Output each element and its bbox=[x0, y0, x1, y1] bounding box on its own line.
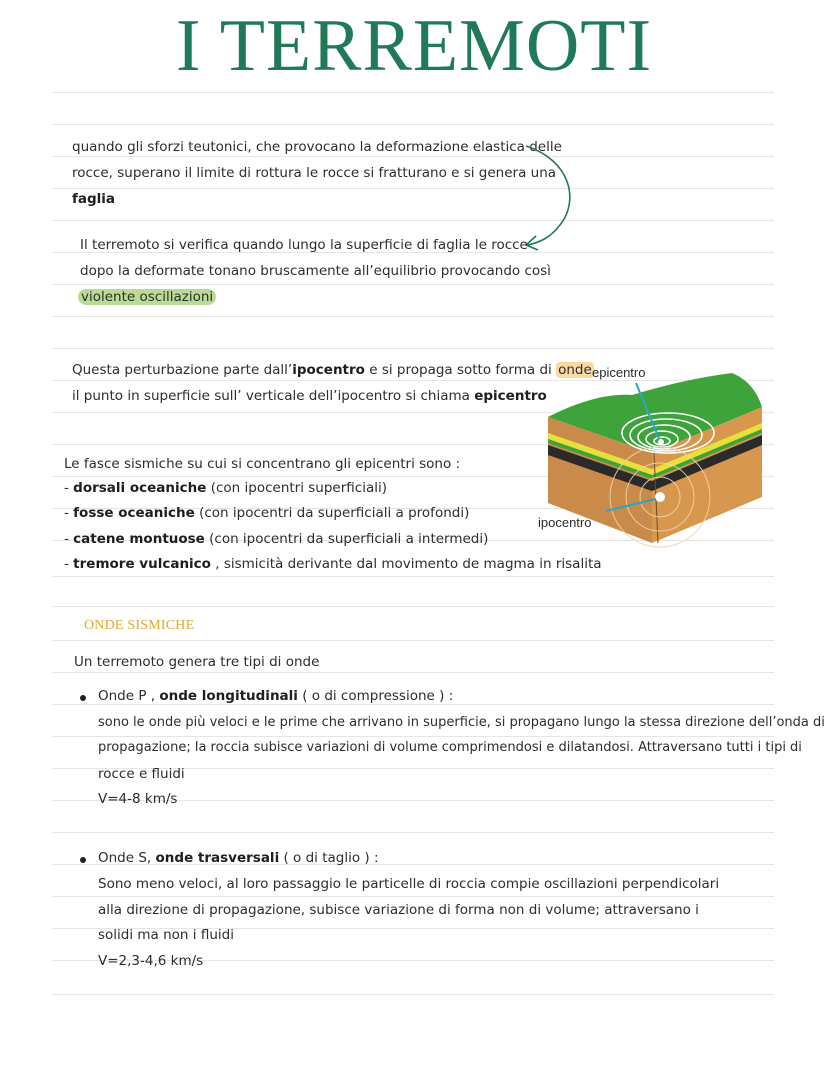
bullet-icon bbox=[80, 695, 86, 701]
label-epicentro: epicentro bbox=[592, 365, 646, 380]
zone-name: dorsali oceaniche bbox=[73, 480, 207, 496]
page-title: I TERREMOTI bbox=[175, 5, 653, 87]
propagation-text-c: il punto in superficie sull’ verticale dell’ipocentro si chiama bbox=[72, 388, 475, 404]
p-wave-line: sono le onde più veloci e le prime che arrivano in superficie, si propagano lungo la stessa direzione dell’onda di bbox=[98, 715, 825, 730]
p-wave-suffix: ( o di compressione ) : bbox=[297, 688, 454, 704]
s-wave-suffix: ( o di taglio ) : bbox=[279, 850, 379, 866]
zone-dash: - bbox=[64, 505, 74, 521]
s-wave-type: onde trasversali bbox=[155, 850, 280, 866]
zone-detail: (con ipocentri superficiali) bbox=[206, 480, 387, 496]
p-wave-speed: V=4-8 km/s bbox=[98, 791, 178, 807]
intro-line-1: quando gli sforzi teutonici, che provocano la deformazione elastica delle bbox=[72, 139, 562, 155]
s-wave-line: Sono meno veloci, al loro passaggio le particelle di roccia compie oscillazioni perpendicolari bbox=[98, 876, 720, 892]
term-epicentro: epicentro bbox=[474, 388, 547, 404]
p-wave-line: rocce e fluidi bbox=[98, 766, 185, 782]
p-wave-line: propagazione; la roccia subisce variazioni di volume comprimendosi e dilatandosi. Attraversano tutti i tipi di bbox=[98, 740, 802, 755]
term-ipocentro: ipocentro bbox=[292, 362, 365, 378]
zone-item bbox=[64, 478, 387, 498]
zone-name: tremore vulcanico bbox=[73, 556, 211, 572]
definition-highlight bbox=[78, 287, 216, 307]
definition-line-1: Il terremoto si verifica quando lungo la superficie di faglia le rocce bbox=[80, 237, 528, 253]
zone-item bbox=[64, 554, 602, 574]
definition-line-2: dopo la deformate tonano bruscamente all’equilibrio provocando così bbox=[80, 263, 551, 279]
zone-item bbox=[64, 529, 488, 549]
zone-detail: , sismicità derivante dal movimento de magma in risalita bbox=[210, 556, 602, 572]
earthquake-diagram bbox=[532, 355, 768, 550]
zones-intro: Le fasce sismiche su cui si concentrano gli epicentri sono : bbox=[64, 456, 461, 472]
p-wave-type: onde longitudinali bbox=[159, 688, 298, 704]
intro-term-faglia: faglia bbox=[72, 191, 116, 207]
hypocenter-dot bbox=[655, 492, 665, 502]
zone-dash: - bbox=[64, 480, 74, 496]
highlight-onde: onde bbox=[558, 362, 592, 378]
s-wave-line: solidi ma non i fluidi bbox=[98, 927, 234, 943]
s-wave-heading bbox=[98, 848, 379, 868]
zone-dash: - bbox=[64, 556, 74, 572]
highlight-violente-oscillazioni: violente oscillazioni bbox=[78, 289, 216, 305]
propagation-text-b: e si propaga sotto forma di bbox=[364, 362, 557, 378]
p-wave-prefix: Onde P , bbox=[98, 688, 160, 704]
s-wave-prefix: Onde S, bbox=[98, 850, 156, 866]
zone-name: catene montuose bbox=[73, 531, 205, 547]
intro-line-2: rocce, superano il limite di rottura le rocce si fratturano e si genera una bbox=[72, 165, 557, 181]
propagation-text-a: Questa perturbazione parte dall’ bbox=[72, 362, 293, 378]
zone-name: fosse oceaniche bbox=[73, 505, 195, 521]
label-ipocentro: ipocentro bbox=[538, 515, 592, 530]
p-wave-heading bbox=[98, 686, 453, 706]
s-wave-line: alla direzione di propagazione, subisce variazione di forma non di volume; attraversano i bbox=[98, 902, 699, 918]
zone-item bbox=[64, 503, 469, 523]
propagation-line-1 bbox=[72, 360, 594, 380]
section-heading-onde-sismiche: ONDE SISMICHE bbox=[84, 618, 195, 633]
zone-detail: (con ipocentri da superficiali a intermedi) bbox=[204, 531, 489, 547]
epicenter-dot bbox=[658, 439, 664, 445]
bullet-icon bbox=[80, 857, 86, 863]
s-wave-speed: V=2,3-4,6 km/s bbox=[98, 953, 204, 969]
waves-intro: Un terremoto genera tre tipi di onde bbox=[74, 654, 320, 670]
zone-dash: - bbox=[64, 531, 74, 547]
zone-detail: (con ipocentri da superficiali a profondi) bbox=[194, 505, 470, 521]
propagation-line-2 bbox=[72, 386, 547, 406]
